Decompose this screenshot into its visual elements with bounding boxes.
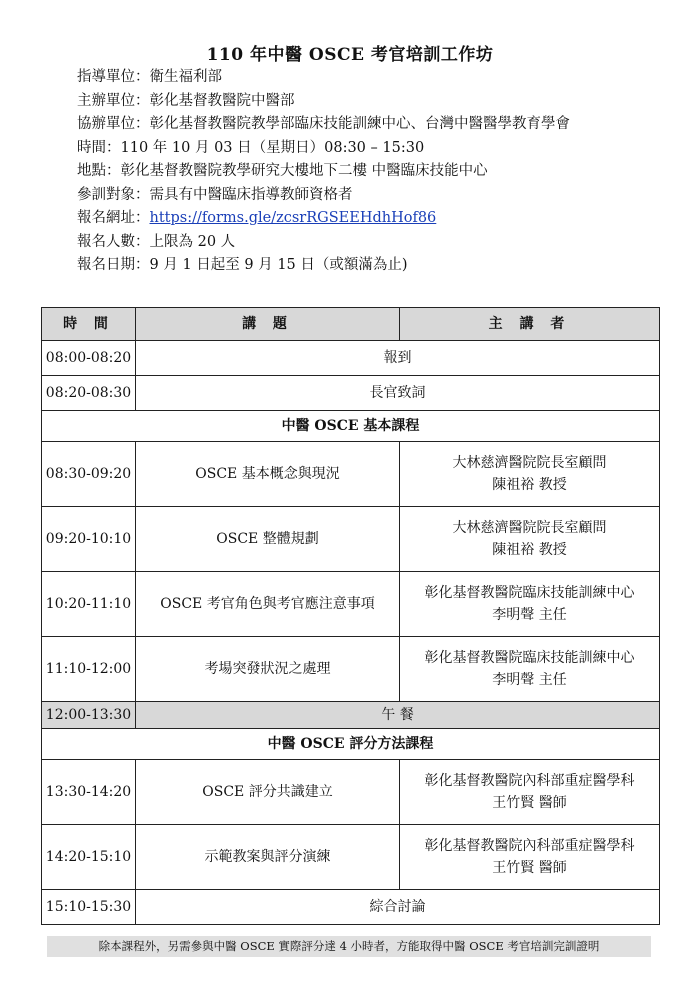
registration-url-label: 報名網址：	[77, 210, 150, 226]
speaker-name: 王竹賢 醫師	[492, 795, 567, 811]
table-row	[42, 572, 660, 637]
speaker-cell	[400, 507, 660, 572]
header-time: 時 間	[42, 308, 136, 341]
speaker-cell	[400, 825, 660, 890]
registration-link[interactable]: https://forms.gle/zcsrRGSEEHdhHof86	[149, 210, 437, 226]
time-cell: 09:20-10:10	[42, 507, 136, 572]
speaker-name: 陳祖裕 教授	[492, 477, 567, 493]
time-cell: 08:20-08:30	[42, 376, 136, 411]
table-row	[42, 507, 660, 572]
schedule-table	[41, 307, 660, 925]
time-cell: 08:00-08:20	[42, 341, 136, 376]
host-unit: 主辦單位：彰化基督教醫院中醫部	[77, 92, 295, 109]
section-title: 中醫 OSCE 基本課程	[42, 411, 660, 442]
speaker-name: 李明聲 主任	[492, 607, 567, 623]
guide-unit: 指導單位：衛生福利部	[77, 69, 222, 85]
speaker-org: 彰化基督教醫院臨床技能訓練中心	[424, 650, 635, 666]
capacity: 報名人數：上限為 20 人	[77, 233, 236, 250]
time-cell: 12:00-13:30	[42, 702, 136, 729]
section-title: 中醫 OSCE 評分方法課程	[42, 729, 660, 760]
registration-url-line	[77, 207, 570, 231]
speaker-name: 陳祖裕 教授	[492, 542, 567, 558]
participants: 參訓對象：需具有中醫臨床指導教師資格者	[77, 186, 353, 203]
table-row	[42, 341, 660, 376]
topic-cell: OSCE 考官角色與考官應注意事項	[136, 572, 400, 637]
header-topic: 講 題	[136, 308, 400, 341]
co-host-unit: 協辦單位：彰化基督教醫院教學部臨床技能訓練中心、台灣中醫醫學教育學會	[77, 116, 570, 132]
speaker-org: 彰化基督教醫院內科部重症醫學科	[424, 838, 635, 854]
speaker-name: 李明聲 主任	[492, 672, 567, 688]
topic-cell: OSCE 整體規劃	[136, 507, 400, 572]
table-row	[42, 376, 660, 411]
table-row	[42, 760, 660, 825]
speaker-cell	[400, 637, 660, 702]
speaker-org: 彰化基督教醫院臨床技能訓練中心	[424, 585, 635, 601]
table-header-row	[42, 308, 660, 341]
table-row	[42, 890, 660, 925]
speaker-org: 彰化基督教醫院內科部重症醫學科	[424, 773, 635, 789]
time-cell: 11:10-12:00	[42, 637, 136, 702]
speaker-org: 大林慈濟醫院院長室顧問	[452, 520, 607, 536]
table-row	[42, 637, 660, 702]
section-row	[42, 729, 660, 760]
page-title: 110 年中醫 OSCE 考官培訓工作坊	[206, 45, 494, 65]
speaker-cell	[400, 760, 660, 825]
time-cell: 08:30-09:20	[42, 442, 136, 507]
time-cell: 14:20-15:10	[42, 825, 136, 890]
table-row	[42, 442, 660, 507]
speaker-cell	[400, 572, 660, 637]
topic-cell: 示範教案與評分演練	[136, 825, 400, 890]
time-cell: 15:10-15:30	[42, 890, 136, 925]
event-location: 地點：彰化基督教醫院教學研究大樓地下二樓 中醫臨床技能中心	[77, 163, 488, 179]
activity-cell: 午 餐	[136, 702, 660, 729]
topic-cell: OSCE 評分共識建立	[136, 760, 400, 825]
time-cell: 13:30-14:20	[42, 760, 136, 825]
event-time: 時間：110 年 10 月 03 日（星期日）08:30 – 15:30	[77, 139, 425, 156]
event-info	[77, 66, 570, 278]
speaker-org: 大林慈濟醫院院長室顧問	[452, 455, 607, 471]
lunch-row	[42, 702, 660, 729]
activity-cell: 長官致詞	[136, 376, 660, 411]
topic-cell: 考場突發狀況之處理	[136, 637, 400, 702]
footer-note: 除本課程外，另需參與中醫 OSCE 實際評分達 4 小時者，方能取得中醫 OSCE 考官培訓完訓證明	[47, 936, 651, 957]
activity-cell: 綜合討論	[136, 890, 660, 925]
topic-cell: OSCE 基本概念與現況	[136, 442, 400, 507]
registration-date: 報名日期：9 月 1 日起至 9 月 15 日（或額滿為止)	[77, 257, 408, 273]
activity-cell: 報到	[136, 341, 660, 376]
section-row	[42, 411, 660, 442]
header-speaker: 主 講 者	[400, 308, 660, 341]
speaker-name: 王竹賢 醫師	[492, 860, 567, 876]
table-row	[42, 825, 660, 890]
speaker-cell	[400, 442, 660, 507]
time-cell: 10:20-11:10	[42, 572, 136, 637]
